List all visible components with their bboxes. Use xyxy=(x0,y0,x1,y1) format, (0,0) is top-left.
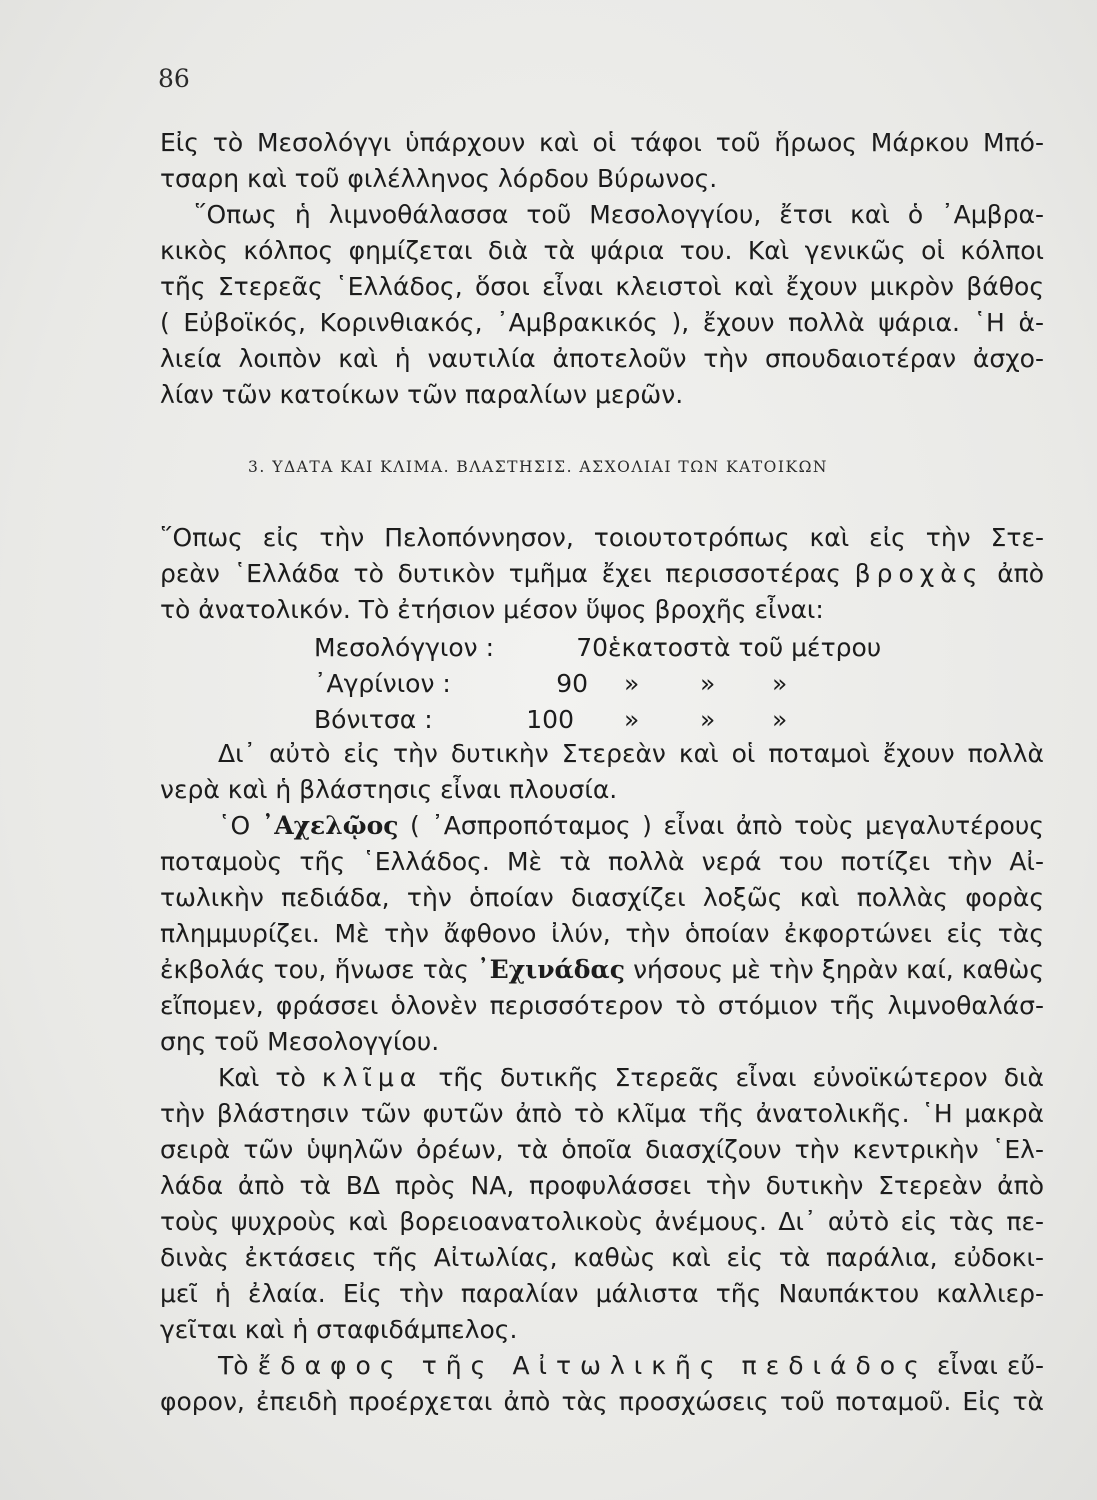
text-line xyxy=(160,556,1044,592)
bold-river-name: ᾿Αχελῷος xyxy=(261,811,399,840)
text-line: ποταμοὺς τῆς ῾Ελλάδος. Μὲ τὰ πολλὰ νερά του ποτίζει τὴν Αἰ- xyxy=(160,847,1044,876)
text-line: ῞Οπως εἰς τὴν Πελοπόννησον, τοιουτοτρόπως καὶ εἰς τὴν Στε- xyxy=(160,523,1044,552)
rainfall-value: 70 xyxy=(576,633,608,662)
text-fragment: Καὶ τὸ xyxy=(218,1063,306,1092)
rainfall-row xyxy=(314,702,874,738)
rainfall-table xyxy=(314,630,882,738)
text-line: Δι᾿ αὐτὸ εἰς τὴν δυτικὴν Στερεὰν καὶ οἱ ποταμοὶ ἔχουν πολλὰ xyxy=(218,739,1044,768)
section-heading: 3. ΥΔΑΤΑ ΚΑΙ ΚΛΙΜΑ. ΒΛΑΣΤΗΣΙΣ. ΑΣΧΟΛΙΑΙ ΤΩΝ ΚΑΤΟΙΚΩΝ xyxy=(248,458,828,476)
text-line: τὸ ἀνατολικόν. Τὸ ἐτήσιον μέσον ὕψος βροχῆς εἶναι: xyxy=(160,595,824,624)
text-fragment: ἐκβολάς του, ἥνωσε τὰς xyxy=(160,955,469,984)
rivers-paragraph xyxy=(160,736,1044,808)
rainfall-unit: ἑκατοστὰ τοῦ μέτρου xyxy=(608,633,882,662)
text-line xyxy=(160,808,1044,844)
soil-paragraph xyxy=(160,1348,1044,1420)
text-line xyxy=(160,1348,1044,1384)
ditto-mark: » xyxy=(700,669,716,698)
acheloos-paragraph xyxy=(160,808,1044,1060)
text-line: Εἰς τὸ Μεσολόγγι ὑπάρχουν καὶ οἱ τάφοι τοῦ ἥρωος Μάρκου Μπό- xyxy=(160,128,1044,157)
text-line: νερὰ καὶ ἡ βλάστησις εἶναι πλουσία. xyxy=(160,775,618,804)
text-line: κικὸς κόλπος φημίζεται διὰ τὰ ψάρια του. Καὶ γενικῶς οἱ κόλποι xyxy=(160,236,1044,265)
text-line: τῆς Στερεᾶς ῾Ελλάδος, ὅσοι εἶναι κλειστοὶ καὶ ἔχουν μικρὸν βάθος xyxy=(160,272,1044,301)
text-line: λάδα ἀπὸ τὰ ΒΔ πρὸς ΝΑ, προφυλάσσει τὴν δυτικὴν Στερεὰν ἀπὸ xyxy=(160,1171,1044,1200)
text-line: ( Εὐβοϊκός, Κορινθιακός, ᾿Αμβρακικός ), ἔχουν πολλὰ ψάρια. ῾Η ἁ- xyxy=(160,308,1044,337)
rain-paragraph xyxy=(160,520,1044,628)
text-line: μεῖ ἡ ἐλαία. Εἰς τὴν παραλίαν μάλιστα τῆς Ναυπάκτου καλλιερ- xyxy=(160,1279,1044,1308)
text-fragment: ἀπὸ xyxy=(997,559,1045,588)
place-name: Βόνιτσα : xyxy=(314,705,433,734)
spaced-word: κλῖμα xyxy=(321,1063,423,1092)
place-name: ᾿Αγρίνιον : xyxy=(314,669,451,698)
text-line: ῞Οπως ἡ λιμνοθάλασσα τοῦ Μεσολογγίου, ἔτσι καὶ ὁ ᾿Αμβρα- xyxy=(194,200,1044,229)
ditto-mark: » xyxy=(772,705,788,734)
intro-paragraphs xyxy=(160,125,1044,413)
text-line xyxy=(160,1060,1044,1096)
page-number: 86 xyxy=(158,64,190,93)
text-fragment: ρεὰν ῾Ελλάδα τὸ δυτικὸν τμῆμα ἔχει περισσοτέρας xyxy=(160,559,841,588)
place-name: Μεσολόγγιον : xyxy=(314,633,494,662)
text-fragment: εἶναι εὔ- xyxy=(936,1351,1044,1380)
bold-island-name: ᾿Εχινάδας xyxy=(477,955,625,984)
ditto-mark: » xyxy=(700,705,716,734)
text-line: πλημμυρίζει. Μὲ τὴν ἄφθονο ἰλύν, τὴν ὁποίαν ἐκφορτώνει εἰς τὰς xyxy=(160,919,1044,948)
rainfall-value: 100 xyxy=(526,705,574,734)
text-fragment: ( ᾿Ασπροπόταμος ) εἶναι ἀπὸ τοὺς μεγαλυτέρους xyxy=(410,811,1044,840)
rainfall-row xyxy=(314,666,874,702)
text-fragment: ῾Ο xyxy=(218,811,251,840)
text-line: λίαν τῶν κατοίκων τῶν παραλίων μερῶν. xyxy=(160,380,684,409)
text-fragment: Τὸ xyxy=(218,1351,249,1380)
text-line: σειρὰ τῶν ὑψηλῶν ὀρέων, τὰ ὁποῖα διασχίζουν τὴν κεντρικὴν ῾Ελ- xyxy=(160,1135,1044,1164)
text-line: γεῖται καὶ ἡ σταφιδάμπελος. xyxy=(160,1315,518,1344)
text-line xyxy=(160,952,1044,988)
ditto-mark: » xyxy=(624,669,640,698)
text-fragment: τῆς δυτικῆς Στερεᾶς εἶναι εὐνοϊκώτερον διὰ xyxy=(438,1063,1044,1092)
text-line: τὴν βλάστησιν τῶν φυτῶν ἀπὸ τὸ κλῖμα τῆς ἀνατολικῆς. ῾Η μακρὰ xyxy=(160,1099,1044,1128)
text-line: εἴπομεν, φράσσει ὁλονὲν περισσότερον τὸ στόμιον τῆς λιμνοθαλάσ- xyxy=(160,991,1044,1020)
spaced-word: βροχὰς xyxy=(854,559,984,588)
text-line: τωλικὴν πεδιάδα, τὴν ὁποίαν διασχίζει λοξῶς καὶ πολλὰς φορὰς xyxy=(160,883,1044,912)
text-line: λιεία λοιπὸν καὶ ἡ ναυτιλία ἀποτελοῦν τὴν σπουδαιοτέραν ἀσχο- xyxy=(160,344,1044,373)
rainfall-value: 90 xyxy=(556,669,588,698)
text-line: τοὺς ψυχροὺς καὶ βορειοανατολικοὺς ἀνέμους. Δι᾿ αὐτὸ εἰς τὰς πε- xyxy=(160,1207,1044,1236)
spaced-phrase: ἔδαφος τῆς Αἰτωλικῆς πεδιάδος xyxy=(257,1351,928,1380)
ditto-mark: » xyxy=(772,669,788,698)
text-fragment: νήσους μὲ τὴν ξηρὰν καί, καθὼς xyxy=(633,955,1045,984)
ditto-mark: » xyxy=(624,705,640,734)
climate-paragraph xyxy=(160,1060,1044,1348)
text-line: φορον, ἐπειδὴ προέρχεται ἀπὸ τὰς προσχώσεις τοῦ ποταμοῦ. Εἰς τὰ xyxy=(160,1387,1044,1416)
rainfall-row xyxy=(314,630,882,666)
text-line: σης τοῦ Μεσολογγίου. xyxy=(160,1027,440,1056)
text-line: δινὰς ἐκτάσεις τῆς Αἰτωλίας, καθὼς καὶ εἰς τὰ παράλια, εὐδοκι- xyxy=(160,1243,1044,1272)
text-line: τσαρη καὶ τοῦ φιλέλληνος λόρδου Βύρωνος. xyxy=(160,164,718,193)
